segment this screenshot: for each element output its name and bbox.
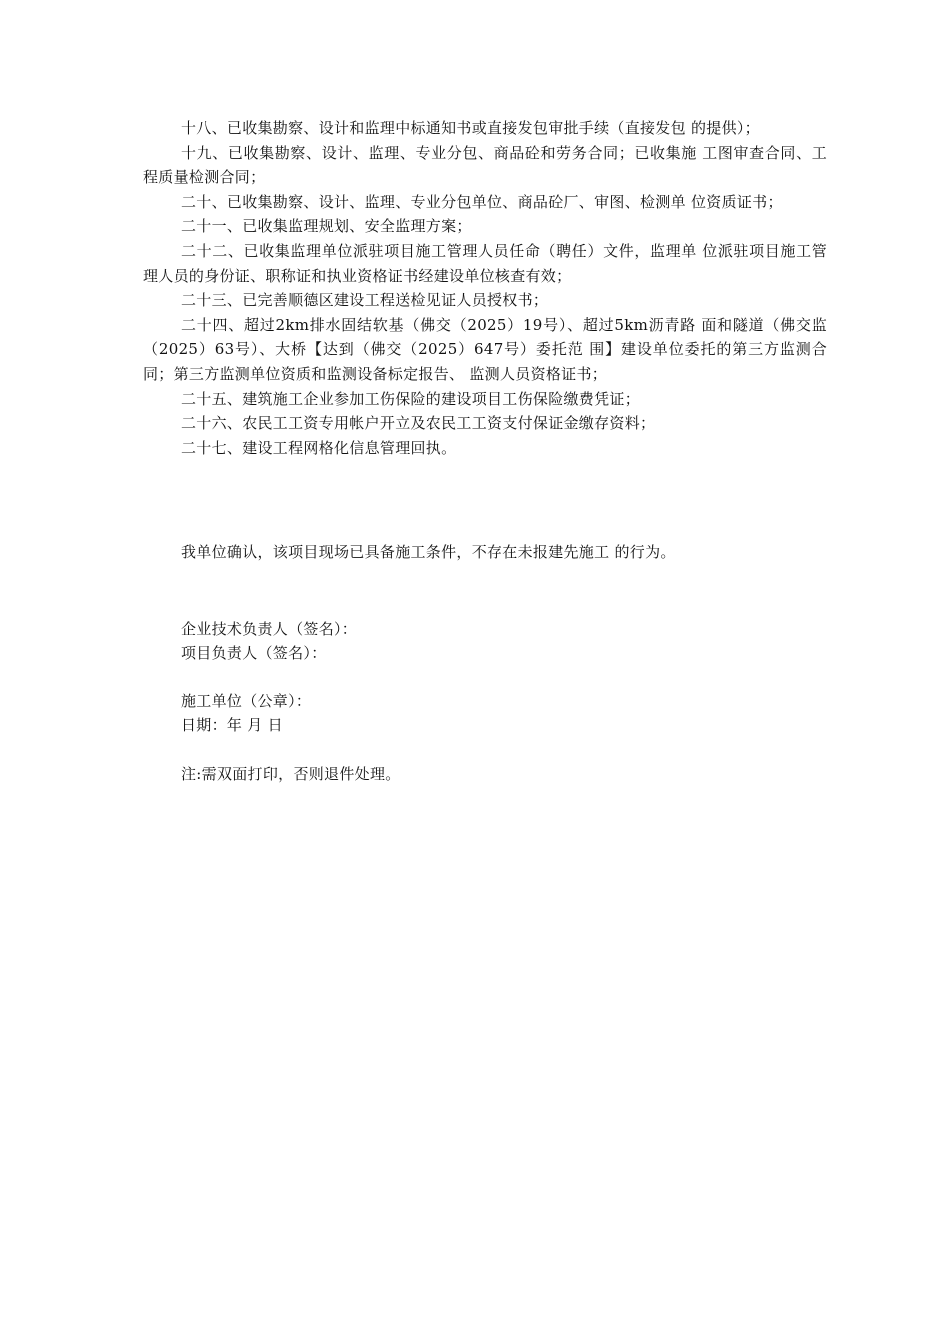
project-lead-signature-line: 项目负责人（签名）： <box>181 644 327 662</box>
requirement-item-25: 二十五、建筑施工企业参加工伤保险的建设项目工伤保险缴费凭证； <box>181 389 641 408</box>
requirement-item-22: 二十二、已收集监理单位派驻项目施工管理人员任命（聘任）文件，监理单 位派驻项目施工管理人员的身份证、职称证和执业资格证书经建设单位核查有效； <box>143 241 827 285</box>
printing-note: 注:需双面打印，否则退件处理。 <box>181 765 401 783</box>
requirement-item-21: 二十一、已收集监理规划、安全监理方案； <box>181 217 472 236</box>
confirmation-statement: 我单位确认，该项目现场已具备施工条件，不存在未报建先施工 的行为。 <box>181 543 676 561</box>
date-line: 日期：年 月 日 <box>181 716 283 734</box>
requirement-item-18: 十八、已收集勘察、设计和监理中标通知书或直接发包审批手续（直接发包 的提供）； <box>181 119 760 137</box>
construction-unit-seal-line: 施工单位（公章）： <box>181 692 312 710</box>
requirement-item-27: 二十七、建设工程网格化信息管理回执。 <box>181 438 457 457</box>
requirements-list <box>143 116 827 460</box>
requirement-item-26: 二十六、农民工工资专用帐户开立及农民工工资支付保证金缴存资料； <box>181 414 656 433</box>
tech-lead-signature-line: 企业技术负责人（签名）： <box>181 620 358 638</box>
requirement-item-24: 二十四、超过2km排水固结软基（佛交（2025）19号）、超过5km沥青路 面和隧道（佛交监（2025）63号）、大桥【达到（佛交（2025）647号）委托范 围】建设单位委托的第三方监测合同；第三方监测单位资质和监测设备标定报告、 监测人员资格证书； <box>143 315 827 383</box>
requirement-item-19: 十九、已收集勘察、设计、监理、专业分包、商品砼和劳务合同；已收集施 工图审查合同、工程质量检测合同； <box>143 143 827 187</box>
requirement-item-23: 二十三、已完善顺德区建设工程送检见证人员授权书； <box>181 291 549 310</box>
requirement-item-20: 二十、已收集勘察、设计、监理、专业分包单位、商品砼厂、审图、检测单 位资质证书； <box>181 192 783 211</box>
